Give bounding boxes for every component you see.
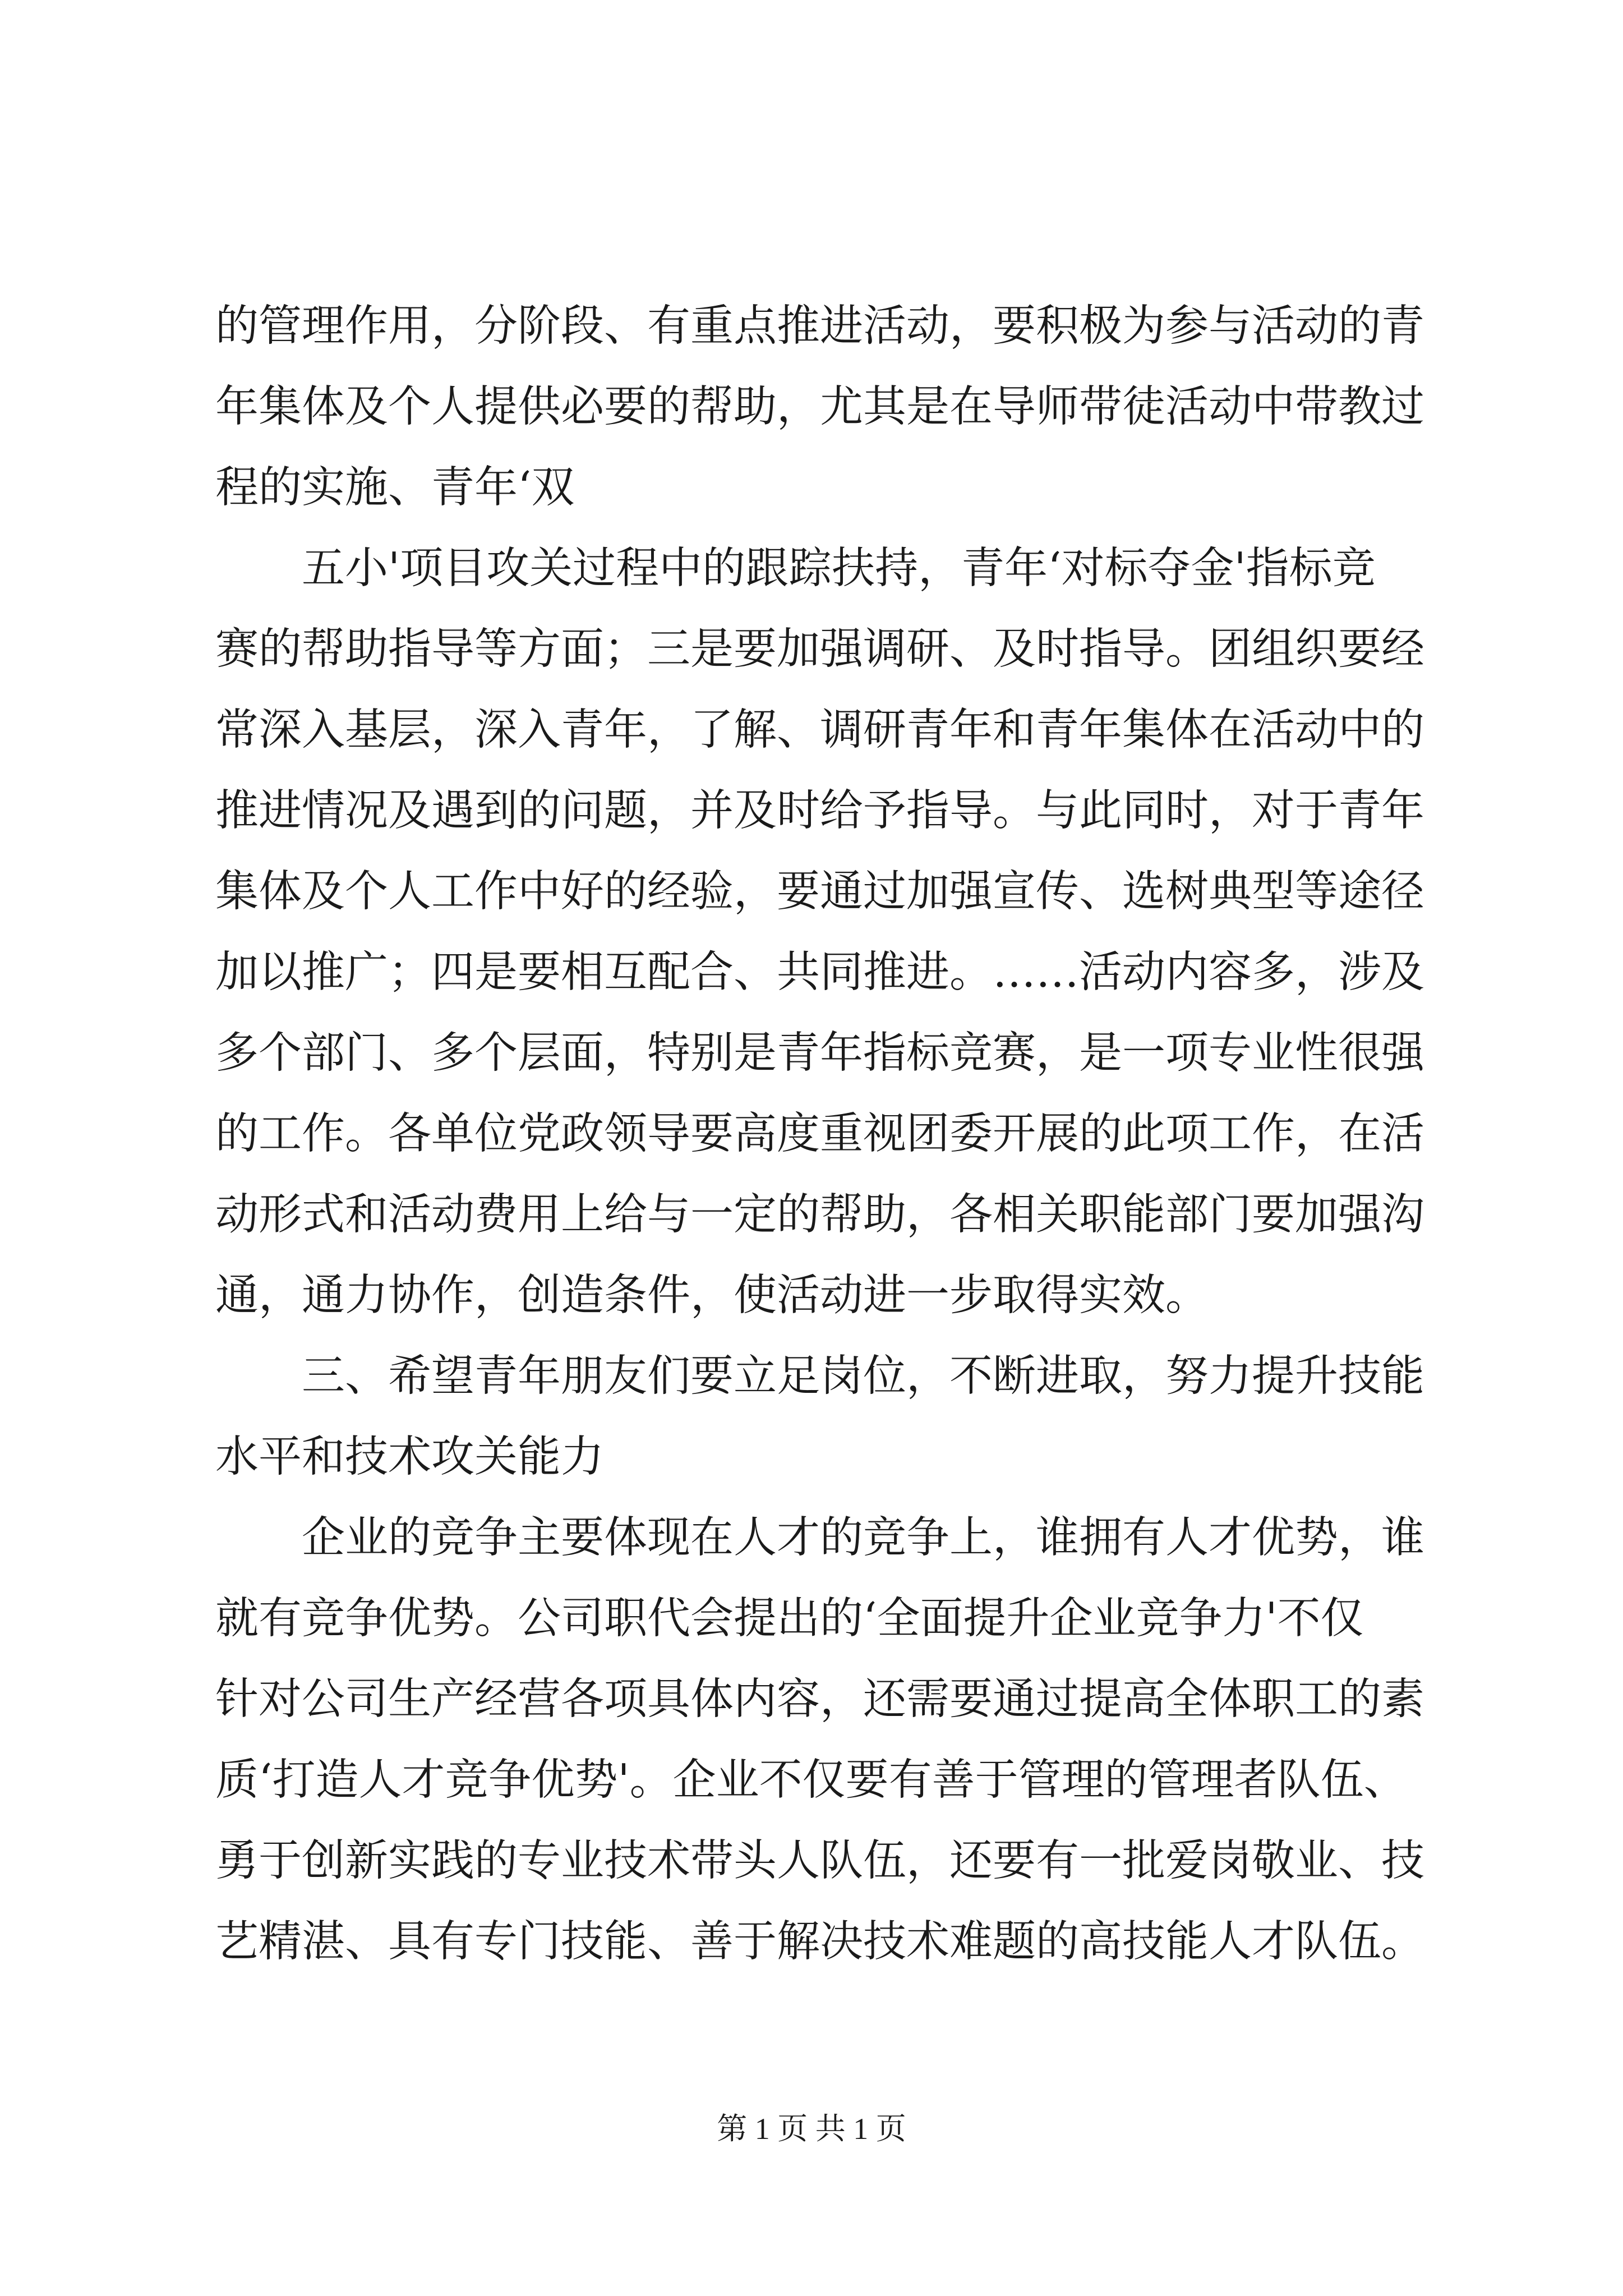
text-line: 赛的帮助指导等方面；三是要加强调研、及时指导。团组织要经 [215,624,1424,674]
text-line: 推进情况及遇到的问题，并及时给予指导。与此同时，对于青年 [215,786,1424,836]
text-line: 针对公司生产经营各项具体内容，还需要通过提高全体职工的素 [215,1674,1424,1724]
text-line: 就有竞争优势。公司职代会提出的‘全面提升企业竞争力'不仅 [215,1594,1364,1644]
section-heading-line: 水平和技术攻关能力 [215,1432,604,1482]
page-footer: 第 1 页 共 1 页 [717,2112,906,2146]
text-line: 常深入基层，深入青年，了解、调研青年和青年集体在活动中的 [215,705,1424,755]
document-body [215,286,1424,1982]
text-line: 的管理作用，分阶段、有重点推进活动，要积极为参与活动的青 [215,301,1424,351]
paragraph-start-line: 企业的竞争主要体现在人才的竞争上，谁拥有人才优势，谁 [215,1513,1424,1563]
text-line: 程的实施、青年‘双 [215,463,575,513]
text-line: 多个部门、多个层面，特别是青年指标竞赛，是一项专业性很强 [215,1028,1424,1078]
text-line: 勇于创新实践的专业技术带头人队伍，还要有一批爱岗敬业、技 [215,1836,1424,1886]
text-line: 动形式和活动费用上给与一定的帮助，各相关职能部门要加强沟 [215,1190,1424,1240]
text-line: 集体及个人工作中好的经验，要通过加强宣传、选树典型等途径 [215,867,1424,917]
text-line: 质‘打造人才竞争优势'。企业不仅要有善于管理的管理者队伍、 [215,1755,1407,1805]
section-heading-line: 三、希望青年朋友们要立足岗位，不断进取，努力提升技能 [215,1351,1424,1401]
paragraph-start-line: 五小'项目攻关过程中的跟踪扶持，青年‘对标夺金'指标竞 [215,544,1376,593]
text-line: 加以推广；四是要相互配合、共同推进。……活动内容多，涉及 [215,947,1424,997]
text-line: 的工作。各单位党政领导要高度重视团委开展的此项工作，在活 [215,1109,1424,1159]
text-line: 艺精湛、具有专门技能、善于解决技术难题的高技能人才队伍。 [215,1917,1424,1967]
text-line: 年集体及个人提供必要的帮助，尤其是在导师带徒活动中带教过 [215,382,1424,432]
text-line: 通，通力协作，创造条件，使活动进一步取得实效。 [215,1271,1209,1320]
